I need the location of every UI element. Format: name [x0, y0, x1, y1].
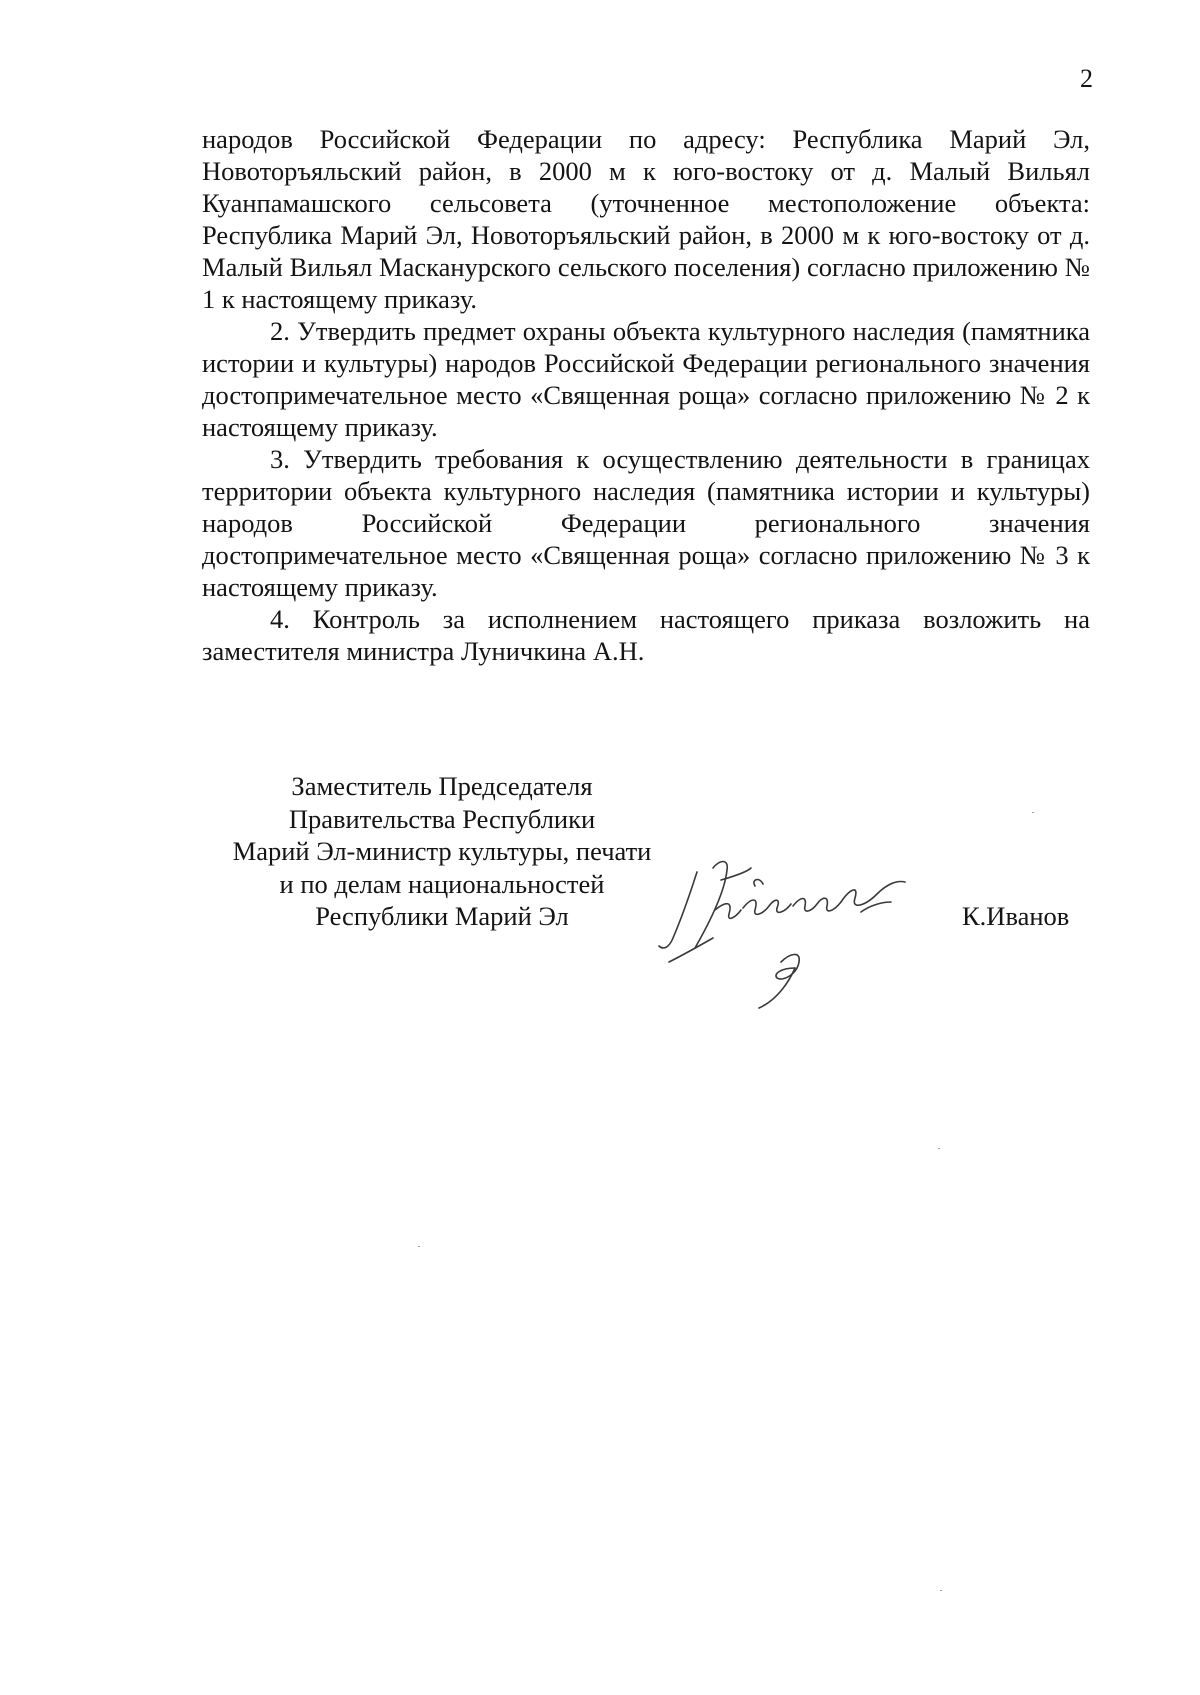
- signatory-title-line: и по делам национальностей: [279, 868, 605, 899]
- scan-speck: [940, 1590, 942, 1591]
- signatory-name: К.Иванов: [962, 901, 1070, 931]
- scan-speck: [418, 1246, 420, 1247]
- handwritten-signature: [655, 850, 955, 1015]
- paragraph-item-2: 2. Утвердить предмет охраны объекта культурного наследия (памятника истории и культуры) народов Российской Федерации регионального значения достопримечательное место «Священная роща» согласно приложению № 2 к настоящему приказу.: [202, 316, 1090, 442]
- signatory-title-line: Марий Эл-министр культуры, печати: [232, 836, 652, 866]
- signatory-title: [200, 770, 684, 933]
- scan-speck: [938, 1148, 940, 1149]
- page-number: 2: [1080, 64, 1093, 93]
- paragraph-item-3: 3. Утвердить требования к осуществлению деятельности в границах территории объекта культурного наследия (памятника истории и культуры) народов Российской Федерации регионального значения достопримечательное место «Священная роща» согласно приложению № 3 к настоящему приказу.: [202, 444, 1090, 602]
- paragraph-item-4: 4. Контроль за исполнением настоящего приказа возложить на заместителя министра Луничкина А.Н.: [202, 604, 1090, 666]
- scan-speck: [1032, 812, 1034, 813]
- signatory-title-line: Республики Марий Эл: [315, 901, 569, 931]
- signatory-title-line: Заместитель Председателя: [291, 771, 593, 801]
- signatory-title-line: Правительства Республики: [288, 803, 596, 834]
- order-body: [202, 123, 1090, 667]
- paragraph-continuation: народов Российской Федерации по адресу: Республика Марий Эл, Новоторъяльский район, в 2000 м к юго-востоку от д. Малый Вильял Куанпамашского сельсовета (уточненное местоположение объекта: Республика Марий Эл, Новоторъяльский район, в 2000 м к юго-востоку от д. Малый Вильял Маскануpского сельского поселения) согласно приложению № 1 к настоящему приказу.: [202, 124, 1090, 314]
